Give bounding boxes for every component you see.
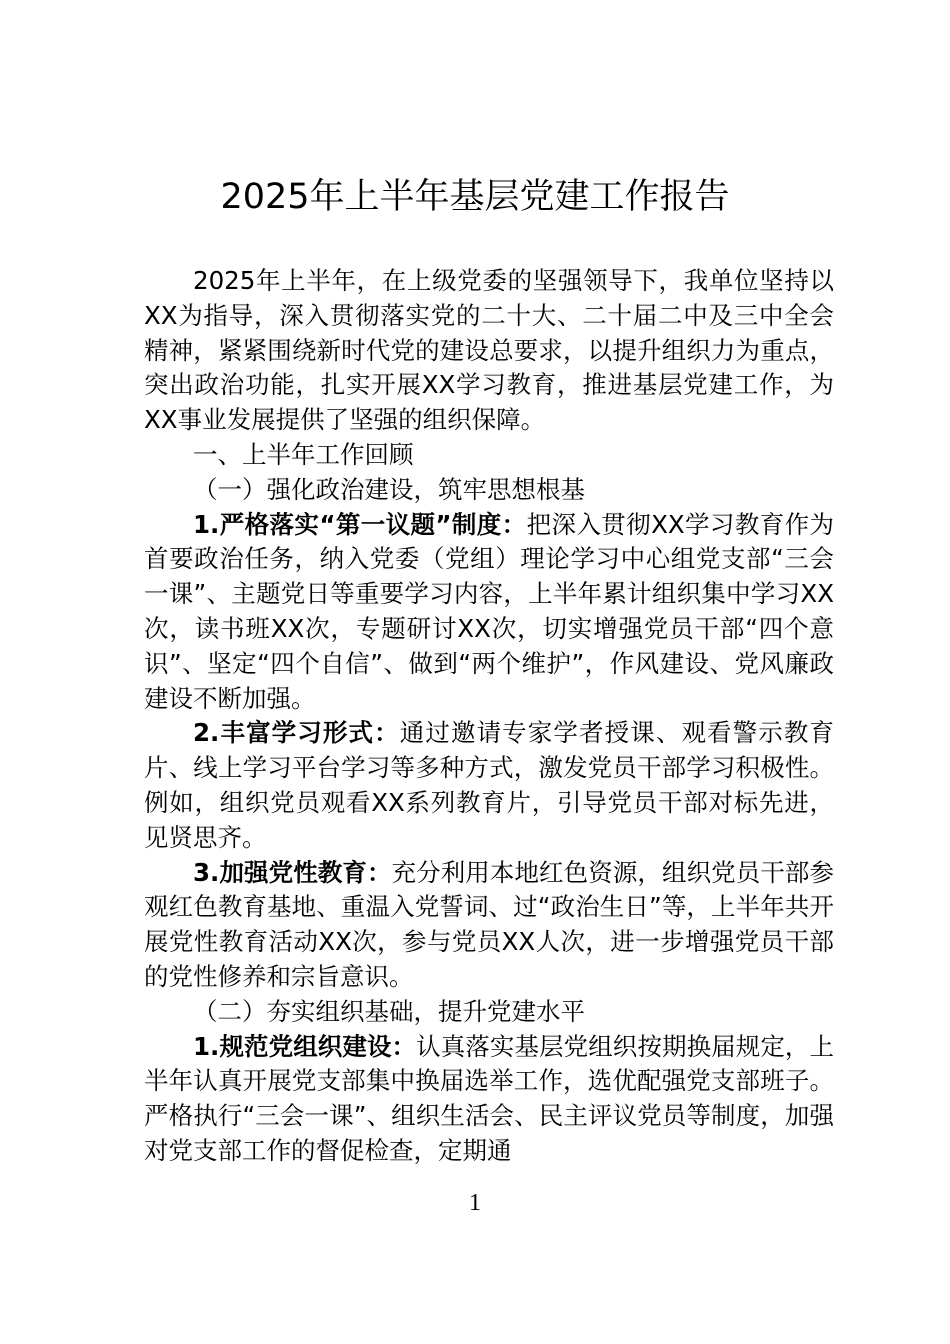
item-text: 认真落实基层党组织按期换届规定，上半年认真开展党支部集中换届选举工作，选优配强党支部班子。严格执行“三会一课”、组织生活会、民主评议党员等制度，加强对党支部工作的督促检查，定期通 — [144, 1031, 834, 1165]
item-text: 通过邀请专家学者授课、观看警示教育片、线上学习平台学习等多种方式，激发党员干部学习积极性。例如，组织党员观看XX系列教育片，引导党员干部对标先进，见贤思齐。 — [144, 718, 834, 852]
item-text: 充分利用本地红色资源，组织党员干部参观红色教育基地、重温入党誓词、过“政治生日”等，上半年共开展党性教育活动XX次，参与党员XX人次，进一步增强党员干部的党性修养和宗旨意识。 — [144, 857, 835, 991]
item-text: 把深入贯彻XX学习教育作为首要政治任务，纳入党委（党组）理论学习中心组党支部“三会一课”、主题党日等重要学习内容，上半年累计组织集中学习XX次，读书班XX次，专题研讨XX次，切实增强党员干部“四个意识”、坚定“四个自信”、做到“两个维护”，作风建设、党风廉政建设不断加强。 — [144, 509, 834, 713]
subsection-heading-2: （二）夯实组织基础，提升党建水平 — [193, 996, 585, 1026]
item-lead: 1.严格落实“第一议题”制度： — [193, 509, 527, 539]
list-item — [144, 716, 834, 855]
page-number: 1 — [469, 1190, 481, 1216]
document-title: 2025年上半年基层党建工作报告 — [220, 177, 730, 217]
subsection-heading-1: （一）强化政治建设，筑牢思想根基 — [193, 474, 585, 504]
intro-paragraph: 2025年上半年，在上级党委的坚强领导下，我单位坚持以XX为指导，深入贯彻落实党的二十大、二十届二中及三中全会精神，紧紧围绕新时代党的建设总要求，以提升组织力为重点，突出政治功能，扎实开展XX学习教育，推进基层党建工作，为XX事业发展提供了坚强的组织保障。 — [144, 266, 834, 435]
document-body — [144, 264, 834, 1169]
item-lead: 2.丰富学习形式： — [193, 718, 400, 748]
section-heading-1: 一、上半年工作回顾 — [193, 439, 414, 469]
list-item — [144, 856, 834, 995]
item-lead: 3.加强党性教育： — [193, 857, 392, 887]
list-item — [144, 1030, 834, 1169]
list-item — [144, 508, 834, 717]
item-lead: 1.规范党组织建设： — [193, 1031, 417, 1061]
